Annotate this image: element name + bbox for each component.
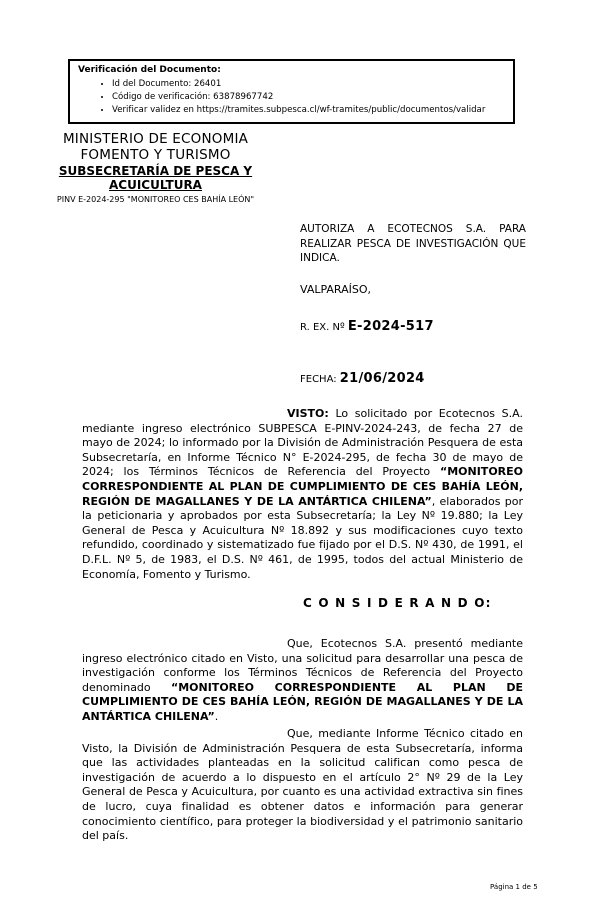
visto-text-2: , elaborados por la peticionaria y aprobados por esta Subsecretaría; la Ley Nº 19.880; la Ley General de Pesca y Acuicultura Nº 18.892 y sus modificaciones cuyo texto refundido, coordinado y sistematizado fue fijado por el D.S. Nº 430, de 1991, el D.F.L. Nº 5, de 1983, el D.S. Nº 461, de 1995, todos del actual Ministerio de Economía, Fomento y Turismo. — [82, 494, 523, 581]
considerando-heading: C O N S I D E R A N D O: — [303, 596, 492, 610]
verification-list — [78, 78, 509, 117]
ministry-name-line1: MINISTERIO DE ECONOMIA — [62, 131, 249, 147]
date-line — [300, 371, 425, 386]
visto-text-1: Lo solicitado por Ecotecnos S.A. mediante ingreso electrónico SUBPESCA E-PINV-2024-243, de fecha 27 de mayo de 2024; lo informado por la División de Administración Pesquera de esta Subsecretaría, en Informe Técnico N° E-2024-295, de fecha 30 de mayo de 2024; los Términos Técnicos de Referencia del Proyecto — [82, 407, 523, 479]
verification-item-url: • Verificar validez en https://tramites.subpesca.cl/wf-tramites/public/documentos/validar — [112, 104, 509, 117]
verification-box — [68, 59, 515, 124]
project-reference: PINV E-2024-295 "MONITOREO CES BAHÍA LEÓN" — [56, 195, 255, 204]
resolution-subject: AUTORIZA A ECOTECNOS S.A. PARA REALIZAR PESCA DE INVESTIGACIÓN QUE INDICA. — [300, 223, 526, 264]
letterhead — [33, 132, 278, 205]
visto-paragraph — [82, 407, 523, 582]
visto-label: VISTO: — [287, 407, 329, 420]
verification-item-document-id: • Id del Documento: 26401 — [112, 78, 509, 91]
paragraph1-text-2: . — [214, 709, 219, 723]
verification-title: Verificación del Documento: — [78, 65, 221, 75]
resolution-number-label: R. EX. Nº — [300, 322, 348, 333]
date-label: FECHA: — [300, 374, 340, 385]
paragraph1-text-1: Que, Ecotecnos S.A. presentó mediante ingreso electrónico citado en Visto, una solicitud para desarrollar una pesca de investigación conforme los Términos Técnicos de Referencia del Proyecto denominado — [82, 637, 523, 694]
considerando-paragraph-2: Que, mediante Informe Técnico citado en Visto, la División de Administración Pesquera de esta Subsecretaría, informa que las actividades planteadas en la solicitud califican como pesca de investigación de acuerdo a lo dispuesto en el artículo 2° Nº 29 de la Ley General de Pesca y Acuicultura, por cuanto es una actividad extractiva sin fines de lucro, cuya finalidad es obtener datos e información para generar conocimiento científico, para proteger la biodiversidad y el patrimonio sanitario del país. — [82, 727, 523, 843]
city-line: VALPARAÍSO, — [300, 283, 372, 296]
considerando-paragraph-1 — [82, 637, 523, 725]
verification-item-code: • Código de verificación: 63878967742 — [112, 91, 509, 104]
subsecretaria-name: SUBSECRETARÍA DE PESCA Y ACUICULTURA — [58, 164, 253, 192]
ministry-name-line2: FOMENTO Y TURISMO — [80, 146, 231, 163]
paragraph1-project-title: “MONITOREO CORRESPONDIENTE AL PLAN DE CUMPLIMIENTO DE CES BAHÍA LEÓN, REGIÓN DE MAGALLANES Y DE LA ANTÁRTICA CHILENA” — [82, 680, 523, 723]
resolution-number-line — [300, 319, 434, 334]
page-number: Página 1 de 5 — [490, 883, 538, 891]
resolution-number-value: E-2024-517 — [347, 319, 434, 334]
date-value: 21/06/2024 — [339, 371, 425, 386]
visto-project-title: “MONITOREO CORRESPONDIENTE AL PLAN DE CUMPLIMIENTO DE CES BAHÍA LEÓN, REGIÓN DE MAGALLANES Y DE LA ANTÁRTICA CHILENA” — [82, 465, 523, 508]
